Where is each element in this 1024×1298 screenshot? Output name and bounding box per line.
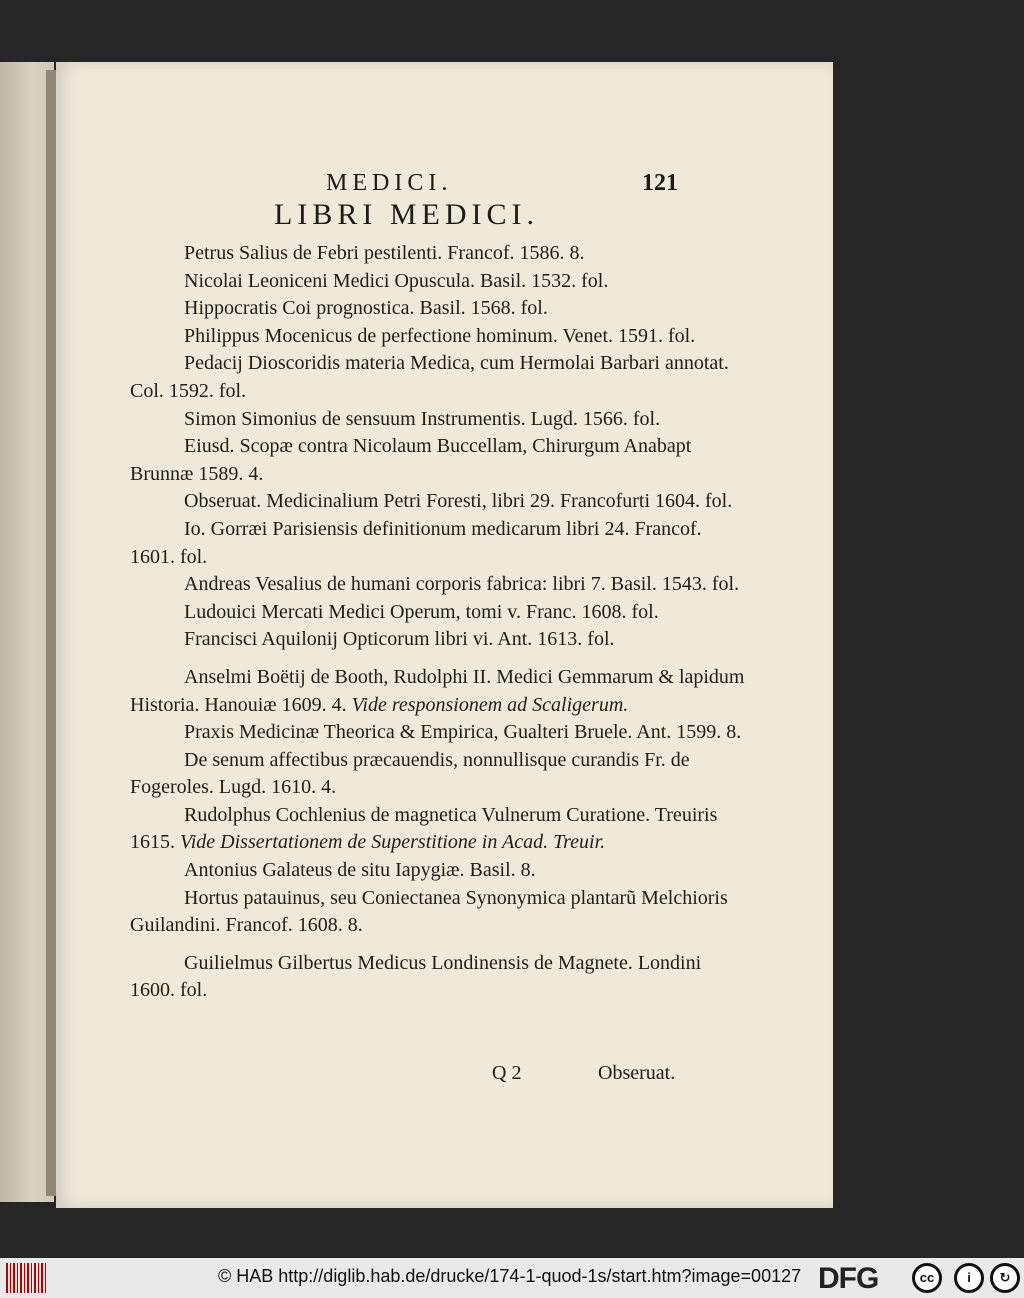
source-link[interactable]: © HAB http://diglib.hab.de/drucke/174-1-quod-1s/start.htm?image=00127: [218, 1266, 802, 1286]
dfg-logo: DFG: [818, 1262, 879, 1295]
list-item: Hortus patauinus, seu Coniectanea Synonymica plantarũ Melchioris Guilandini. Francof. 1608. 8.: [130, 886, 728, 937]
running-title: MEDICI.: [326, 170, 453, 196]
list-item: Philippus Mocenicus de perfectione hominum. Venet. 1591. fol.: [184, 324, 696, 347]
list-item: Eiusd. Scopæ contra Nicolaum Buccellam, Chirurgum Anabapt Brunnæ 1589. 4.: [130, 435, 692, 485]
list-item: Guilielmus Gilbertus Medicus Londinensis de Magnete. Londini 1600. fol.: [130, 951, 702, 1002]
section-title: LIBRI MEDICI.: [274, 198, 539, 231]
list-item: Petrus Salius de Febri pestilenti. Francof. 1586. 8.: [184, 242, 585, 264]
catchword: Obseruat.: [598, 1062, 676, 1084]
creative-commons-icon[interactable]: cc: [912, 1263, 942, 1293]
list-item: Rudolphus Cochlenius de magnetica Vulnerum Curatione. Treuiris 1615. Vide Dissertationem de Superstitione in Acad. Treuir.: [130, 803, 718, 854]
barcode-icon: [6, 1263, 48, 1293]
list-item: Hippocratis Coi prognostica. Basil. 1568. fol.: [184, 297, 548, 320]
attribution-icon[interactable]: i: [954, 1263, 984, 1293]
page-number: 121: [642, 170, 678, 196]
bibliography-list: [130, 240, 750, 1005]
list-item: Praxis Medicinæ Theorica & Empirica, Gualteri Bruele. Ant. 1599. 8.: [184, 721, 742, 744]
list-item: Pedacij Dioscoridis materia Medica, cum Hermolai Barbari annotat. Col. 1592. fol.: [130, 352, 729, 402]
list-item: Nicolai Leoniceni Medici Opuscula. Basil. 1532. fol.: [184, 269, 609, 292]
list-item: Obseruat. Medicinalium Petri Foresti, libri 29. Francofurti 1604. fol.: [184, 490, 733, 513]
running-head: [56, 170, 833, 200]
list-item: Andreas Vesalius de humani corporis fabrica: libri 7. Basil. 1543. fol.: [184, 573, 740, 596]
list-item: Io. Gorræi Parisiensis definitionum medicarum libri 24. Francof. 1601. fol.: [130, 517, 702, 568]
list-item: Francisci Aquilonij Opticorum libri vi. Ant. 1613. fol.: [184, 628, 615, 651]
signature-mark: Q 2: [492, 1062, 522, 1084]
viewer-footer: [0, 1258, 1024, 1298]
list-item: Anselmi Boëtij de Booth, Rudolphi II. Medici Gemmarum & lapidum Historia. Hanouiæ 1609. 4. Vide responsionem ad Scaligerum.: [130, 665, 745, 716]
share-alike-icon[interactable]: ↻: [990, 1263, 1020, 1293]
list-item: Simon Simonius de sensuum Instrumentis. Lugd. 1566. fol.: [184, 407, 661, 430]
book-page: [56, 62, 833, 1208]
list-item: Ludouici Mercati Medici Operum, tomi v. Franc. 1608. fol.: [184, 600, 659, 623]
list-item: Antonius Galateus de situ Iapygiæ. Basil. 8.: [184, 859, 536, 882]
list-item: De senum affectibus præcauendis, nonnullisque curandis Fr. de Fogeroles. Lugd. 1610. 4.: [130, 748, 690, 799]
book-gutter: [46, 70, 56, 1196]
